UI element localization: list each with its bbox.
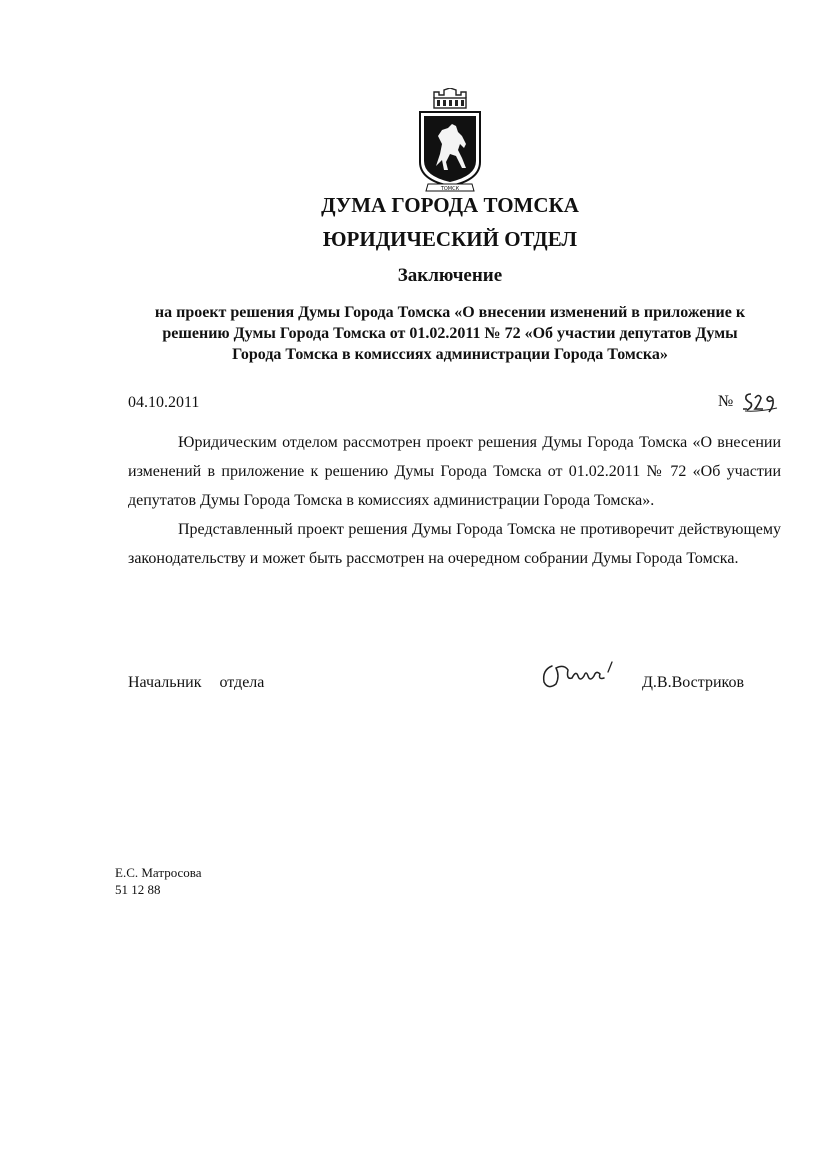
document-type-title: Заключение: [397, 265, 503, 286]
document-subject: [120, 302, 780, 365]
handwritten-number: [741, 390, 781, 414]
body-paragraph: Юридическим отделом рассмотрен проект решения Думы Города Томска «О внесении изменений в приложение к решению Думы Города Томска от 01.02.2011 № 72 «Об участии депутатов Думы Города Томска в комиссиях администрации Города Томска».: [128, 434, 781, 509]
body-paragraph: Представленный проект решения Думы Города Томска не противоречит действующему законодательству и может быть рассмотрен на очередном собрании Думы Города Томска.: [128, 521, 781, 567]
subject-line: на проект решения Думы Города Томска «О внесении изменений в приложение к: [154, 304, 746, 321]
subject-line: Города Томска в комиссиях администрации Города Томска»: [232, 346, 668, 363]
number-sign: №: [718, 393, 734, 410]
department-title: ЮРИДИЧЕСКИЙ ОТДЕЛ: [322, 227, 578, 251]
organization-title: ДУМА ГОРОДА ТОМСКА: [321, 193, 579, 217]
document-date: 04.10.2011: [128, 394, 200, 411]
crest-ribbon-text: ТОМСК: [440, 186, 460, 192]
executor-block: [115, 864, 202, 898]
executor-name: Е.С. Матросова: [115, 865, 202, 880]
document-number: [718, 390, 781, 414]
handwritten-signature: [538, 656, 628, 696]
tomsk-coat-of-arms-icon: [412, 88, 488, 194]
subject-line: решению Думы Города Томска от 01.02.2011 № 72 «Об участии депутатов Думы: [162, 325, 738, 342]
executor-phone: 51 12 88: [115, 882, 161, 897]
signatory-name: Д.В.Востриков: [642, 674, 745, 691]
document-body: [128, 428, 781, 573]
signatory-role: Начальник отдела: [128, 674, 265, 691]
